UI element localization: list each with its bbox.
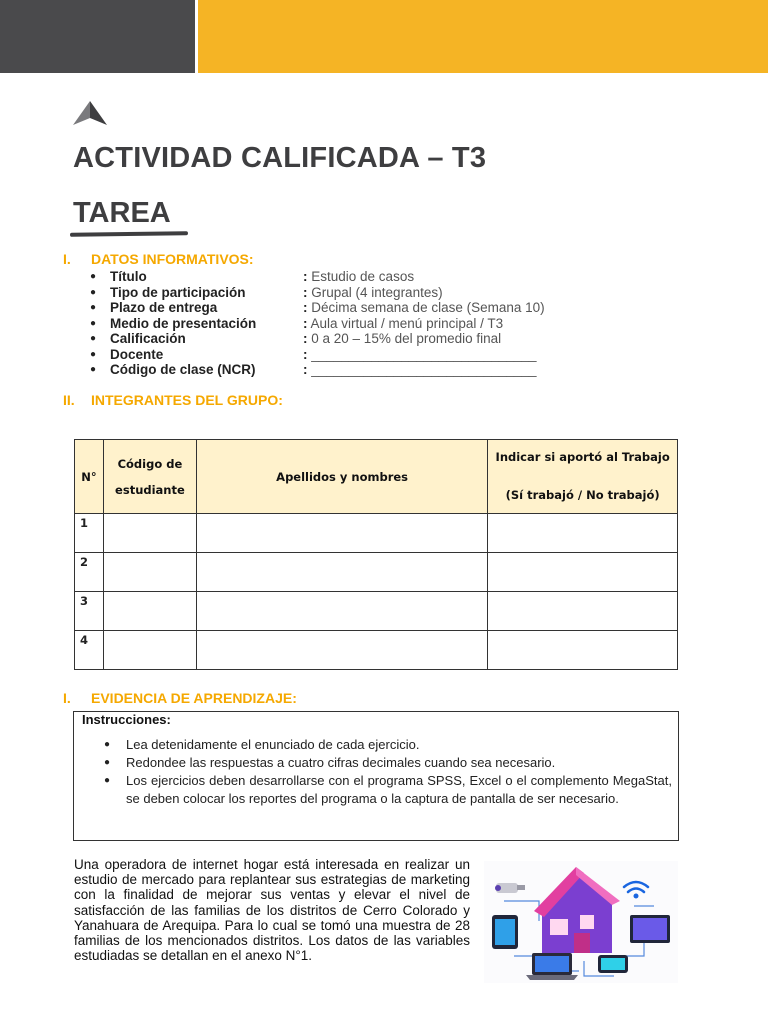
contribution-cell[interactable] <box>488 553 678 592</box>
bullet-icon: ● <box>90 317 97 329</box>
page-title: ACTIVIDAD CALIFICADA – T3 <box>73 142 487 174</box>
info-item: ● Título : Estudio de casos <box>90 269 415 284</box>
bullet-icon: ● <box>104 775 111 786</box>
table-row <box>75 631 678 670</box>
code-cell[interactable] <box>103 592 196 631</box>
header-contribution: Indicar si aportó al Trabajo (Sí trabajó / No trabajó) <box>488 440 678 514</box>
contribution-cell[interactable] <box>488 514 678 553</box>
info-item: ● Código de clase (NCR) : ______________________________ <box>90 362 537 377</box>
name-cell[interactable] <box>196 631 487 670</box>
laptop-icon <box>526 953 578 980</box>
bullet-icon: ● <box>90 364 97 375</box>
section-integrantes: II. INTEGRANTES DEL GRUPO: <box>63 392 283 408</box>
row-number: 2 <box>75 553 104 592</box>
logo-arrow-icon <box>72 100 108 128</box>
row-number: 3 <box>75 592 104 631</box>
info-item: ● Plazo de entrega : Décima semana de clase (Semana 10) <box>90 300 545 315</box>
table-row <box>75 592 678 631</box>
info-item: ● Medio de presentación : Aula virtual / menú principal / T3 <box>90 315 504 331</box>
header-bar-dark <box>0 0 195 73</box>
contribution-cell[interactable] <box>488 631 678 670</box>
instructions-title: Instrucciones: <box>82 712 171 727</box>
list-item: ● Redondee las respuestas a cuatro cifras decimales cuando sea necesario. <box>104 755 556 770</box>
header-names: Apellidos y nombres <box>196 440 487 514</box>
code-cell[interactable] <box>103 514 196 553</box>
info-item: ● Docente : ______________________________ <box>90 346 537 362</box>
section-datos-informativos: I. DATOS INFORMATIVOS: <box>63 251 254 267</box>
phone-icon <box>598 955 628 973</box>
row-number: 4 <box>75 631 104 670</box>
bullet-icon: ● <box>104 757 111 768</box>
tablet-icon <box>492 915 518 949</box>
table-header-row <box>75 440 678 514</box>
title-underline <box>70 231 188 237</box>
code-cell[interactable] <box>103 631 196 670</box>
bullet-icon: ● <box>90 302 97 313</box>
group-members-table <box>74 439 678 670</box>
bullet-icon: ● <box>90 271 97 282</box>
bullet-icon: ● <box>104 739 111 750</box>
name-cell[interactable] <box>196 553 487 592</box>
header-num: N° <box>75 440 104 514</box>
instructions-list <box>102 736 672 808</box>
code-cell[interactable] <box>103 553 196 592</box>
monitor-icon <box>630 915 670 943</box>
table-row <box>75 514 678 553</box>
instructions-box <box>73 711 679 841</box>
bullet-icon: ● <box>90 286 97 298</box>
page-subtitle: TAREA <box>73 197 171 229</box>
name-cell[interactable] <box>196 514 487 553</box>
info-item: ● Tipo de participación : Grupal (4 integrantes) <box>90 284 443 300</box>
info-item: ● Calificación : 0 a 20 – 15% del promedio final <box>90 331 502 346</box>
header-code: Código de estudiante <box>103 440 196 514</box>
list-item: ● Los ejercicios deben desarrollarse con el programa SPSS, Excel o el complemento MegaStat, se deben colocar los reportes del programa o la captura de pantalla de ser necesario. <box>104 773 672 806</box>
section-evidencia: I. EVIDENCIA DE APRENDIZAJE: <box>63 690 297 706</box>
header-bar-gold <box>198 0 768 73</box>
bullet-icon: ● <box>90 348 97 360</box>
case-description: Una operadora de internet hogar está interesada en realizar un estudio de mercado para replantear sus estrategias de marketing con la finalidad de mejorar sus ventas y elevar el nivel de satisfacción de las familias de los distritos de Cerro Colorado y Yanahuara de Arequipa. Para lo cual se tomó una muestra de 28 familias de los mencionados distritos. Los datos de las variables estudiadas se detallan en el anexo N°1. <box>74 857 470 964</box>
table-row <box>75 553 678 592</box>
list-item: ● Lea detenidamente el enunciado de cada ejercicio. <box>104 737 420 752</box>
row-number: 1 <box>75 514 104 553</box>
smart-home-illustration <box>484 861 678 983</box>
bullet-icon: ● <box>90 333 97 344</box>
name-cell[interactable] <box>196 592 487 631</box>
contribution-cell[interactable] <box>488 592 678 631</box>
info-list <box>90 269 650 378</box>
